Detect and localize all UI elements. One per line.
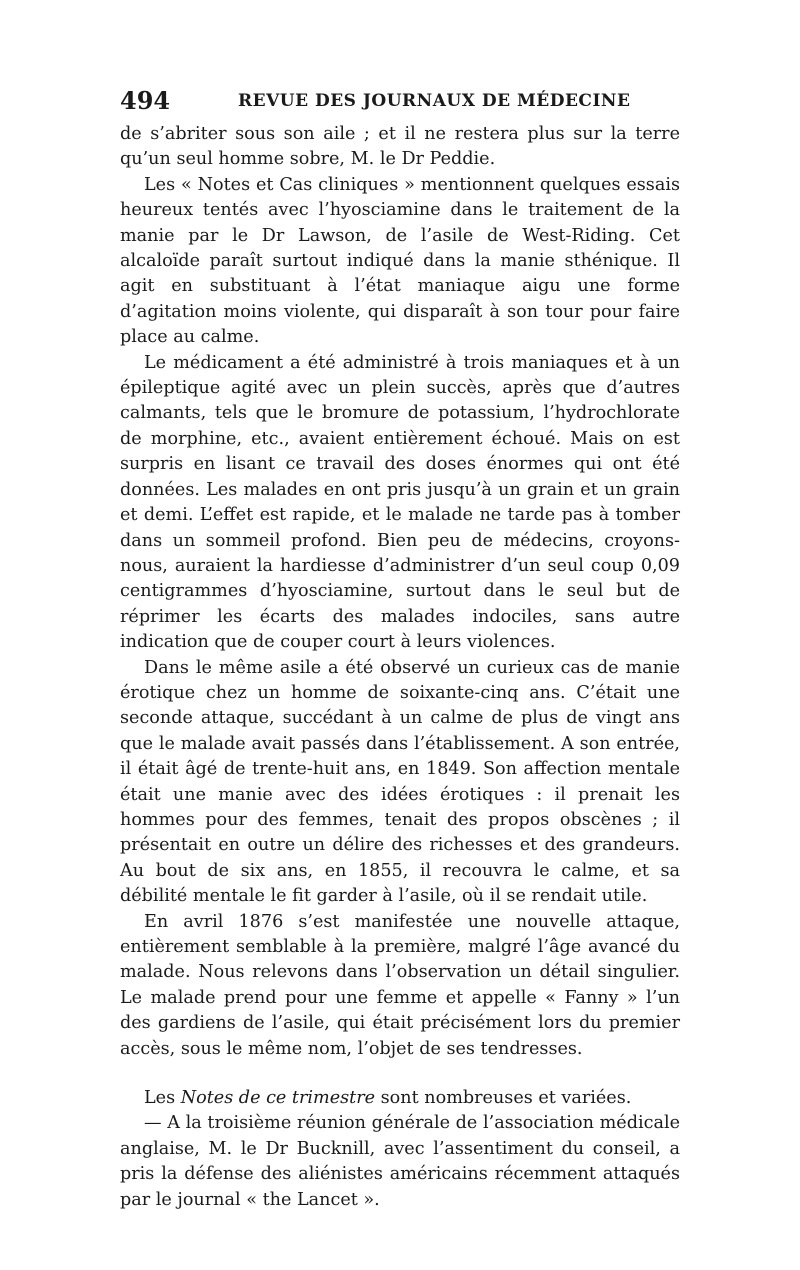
paragraph-association-meeting: — A la troisième réunion générale de l’association médicale anglaise, M. le Dr Bucknill, avec l’assentiment du conseil, a pris la défense des aliénistes américains récemment attaqués par le journal « the Lancet ». — [120, 1113, 680, 1210]
paragraph-treatment-results: Le médicament a été administré à trois maniaques et à un épileptique agité avec un plein succès, après que d’autres calmants, tels que le bromure de potassium, l’hydrochlorate de morphine, etc., avaient entièrement échoué. Mais on est surpris en lisant ce travail des doses énormes qui ont été données. Les malades en ont pris jusqu’à un grain et un grain et demi. L’effet est rapide, et le malade ne tarde pas à tomber dans un sommeil profond. Bien peu de médecins, croyons-nous, auraient la hardiesse d’administrer d’un seul coup 0,09 centigrammes d’hyosciamine, surtout dans le seul but de réprimer les écarts des malades indociles, sans autre indication que de couper court à leurs violences. — [120, 352, 680, 653]
paragraph-hyosciamine-notes: Les « Notes et Cas cliniques » mentionnent quelques essais heureux tentés avec l’hyosciamine dans le traitement de la manie par le Dr Lawson, de l’asile de West-Riding. Cet alcaloïde paraît surtout indiqué dans la manie sthénique. Il agit en substituant à l’état maniaque aigu une forme d’agitation moins violente, qui disparaît à son tour pour faire place au calme. — [120, 174, 680, 348]
paragraph-second-attack: En avril 1876 s’est manifestée une nouvelle attaque, entièrement semblable à la première, malgré l’âge avancé du malade. Nous relevons dans l’observation un détail singulier. Le malade prend pour une femme et appelle « Fanny » l’un des gardiens de l’asile, qui était précisément lors du premier accès, sous le même nom, l’objet de ses tendresses. — [120, 911, 680, 1059]
body-text — [120, 122, 680, 1213]
page-header — [120, 86, 680, 116]
running-title: REVUE DES JOURNAUX DE MÉDECINE — [238, 91, 631, 111]
quarter-notes-title: Notes de ce trimestre — [180, 1088, 376, 1109]
page-number: 494 — [120, 86, 171, 115]
quarter-notes-tail: sont nombreuses et variées. — [375, 1088, 632, 1109]
paragraph-continuation: de s’abriter sous son aile ; et il ne restera plus sur la terre qu’un seul homme sobre, M. le Dr Peddie. — [120, 124, 680, 170]
paragraph-erotic-mania-case: Dans le même asile a été observé un curieux cas de manie érotique chez un homme de soixante-cinq ans. C’était une seconde attaque, succédant à un calme de plus de vingt ans que le malade avait passés dans l’établissement. A son entrée, il était âgé de trente-huit ans, en 1849. Son affection mentale était une manie avec des idées érotiques : il prenait les hommes pour des femmes, tenait des propos obscènes ; il présentait en outre un délire des richesses et des grandeurs. Au bout de six ans, en 1855, il recouvra le calme, et sa débilité mentale le fit garder à l’asile, où il se rendait utile. — [120, 657, 680, 907]
quarter-notes-lead: Les — [144, 1088, 181, 1109]
paragraph-quarter-notes — [120, 1086, 680, 1111]
